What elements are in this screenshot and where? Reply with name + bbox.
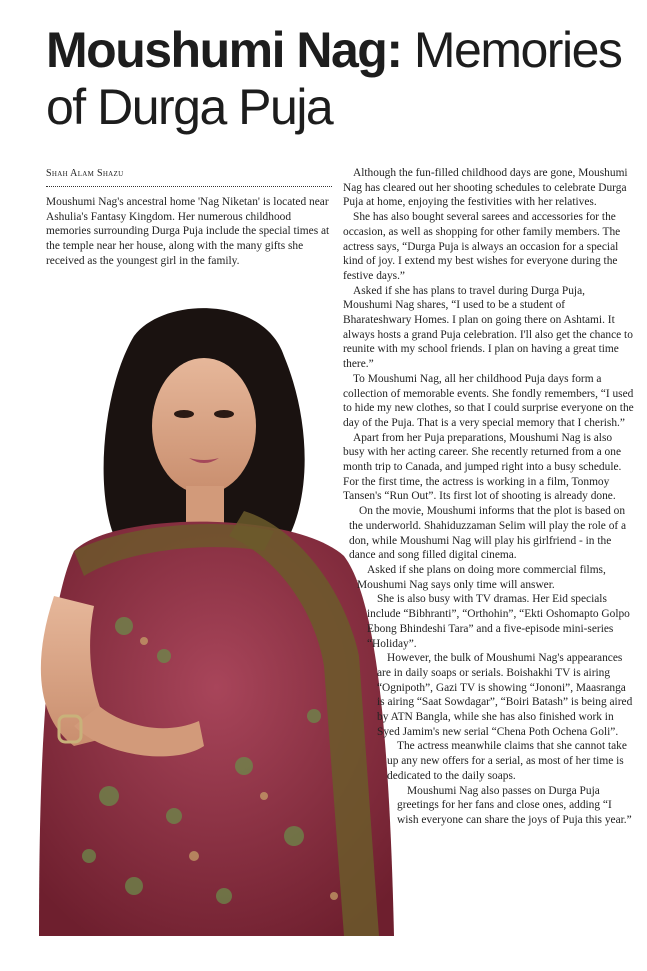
byline-divider — [46, 186, 332, 187]
paragraph-5: Apart from her Puja preparations, Moushumi Nag is also busy with her acting career. She recently returned from a one month trip to Canada, and jumped right into a busy schedule. For the first time, the actress is working in a film, Tonmoy Tansen's “Run Out”. Its first lot of shooting is already done. — [343, 431, 622, 503]
paragraph-9: However, the bulk of Moushumi Nag's appearances are in daily soaps or serials. Boishakhi TV is airing “Ognipoth”, Gazi TV is showing “Jononi”, Maasranga is airing “Saat Sowdagar”, “Boiri Batash” is being aired by ATN Bangla, while she has also finished work in Syed Jamim's new serial “Chena Poth Ochena Goli”. — [377, 652, 633, 738]
headline-name: Moushumi Nag: — [46, 22, 402, 78]
paragraph-7: Asked if she plans on doing more commercial films, Moushumi Nag says only time will answer. — [357, 563, 606, 591]
article-headline — [46, 22, 636, 136]
paragraph-6: On the movie, Moushumi informs that the plot is based on the underworld. Shahiduzzaman Selim will play the role of a don, while Moushumi Nag will play his girlfriend - in the dance and song filled digital cinema. — [349, 505, 627, 562]
paragraph-1: Although the fun-filled childhood days are gone, Moushumi Nag has cleared out her shooting schedules to celebrate Durga Puja at home, enjoying the festivities with her relatives. — [343, 167, 628, 209]
portrait-photo — [14, 296, 399, 936]
right-column — [343, 166, 635, 828]
headline-subject: Memories of Durga Puja — [46, 22, 622, 135]
intro-paragraph: Moushumi Nag's ancestral home 'Nag Niketan' is located near Ashulia's Fantasy Kingdom. Her numerous childhood memories surrounding Durga Puja include the special times at the temple near her house, along with the many gifts she received as the youngest girl in the family. — [46, 196, 330, 267]
paragraph-11: Moushumi Nag also passes on Durga Puja greetings for her fans and close ones, adding “I wish everyone can share the joys of Puja this year.” — [397, 784, 632, 826]
paragraph-8: She is also busy with TV dramas. Her Eid specials include “Bibhranti”, “Orthohin”, “Ekti Oshomapto Golpo Ebong Bhindeshi Tara” and a five-episode mini-series “Holiday”. — [367, 593, 630, 650]
paragraph-3: Asked if she has plans to travel during Durga Puja, Moushumi Nag shares, “I used to be a student of Bharateshwary Homes. I plan on going there on Ashtami. It always hosts a grand Puja celebration. I'll also get the chance to reunite with my school friends. I plan on having a great time there.” — [343, 284, 633, 371]
left-column — [46, 195, 336, 269]
byline: Shah Alam Shazu — [46, 168, 124, 179]
paragraph-4: To Moushumi Nag, all her childhood Puja days form a collection of memorable events. She fondly remembers, “I used to hide my new clothes, so that I could surprise everyone on the day of the Puja. That is a very special memory that I cherish.” — [343, 372, 634, 429]
paragraph-10: The actress meanwhile claims that she cannot take up any new offers for a serial, as most of her time is dedicated to the daily soaps. — [387, 740, 627, 782]
paragraph-2: She has also bought several sarees and accessories for the occasion, as well as shopping for other family members. The actress says, “Durga Puja is always an occasion for a special kind of joy. I extend my best wishes for everyone during the festive days.” — [343, 211, 621, 282]
